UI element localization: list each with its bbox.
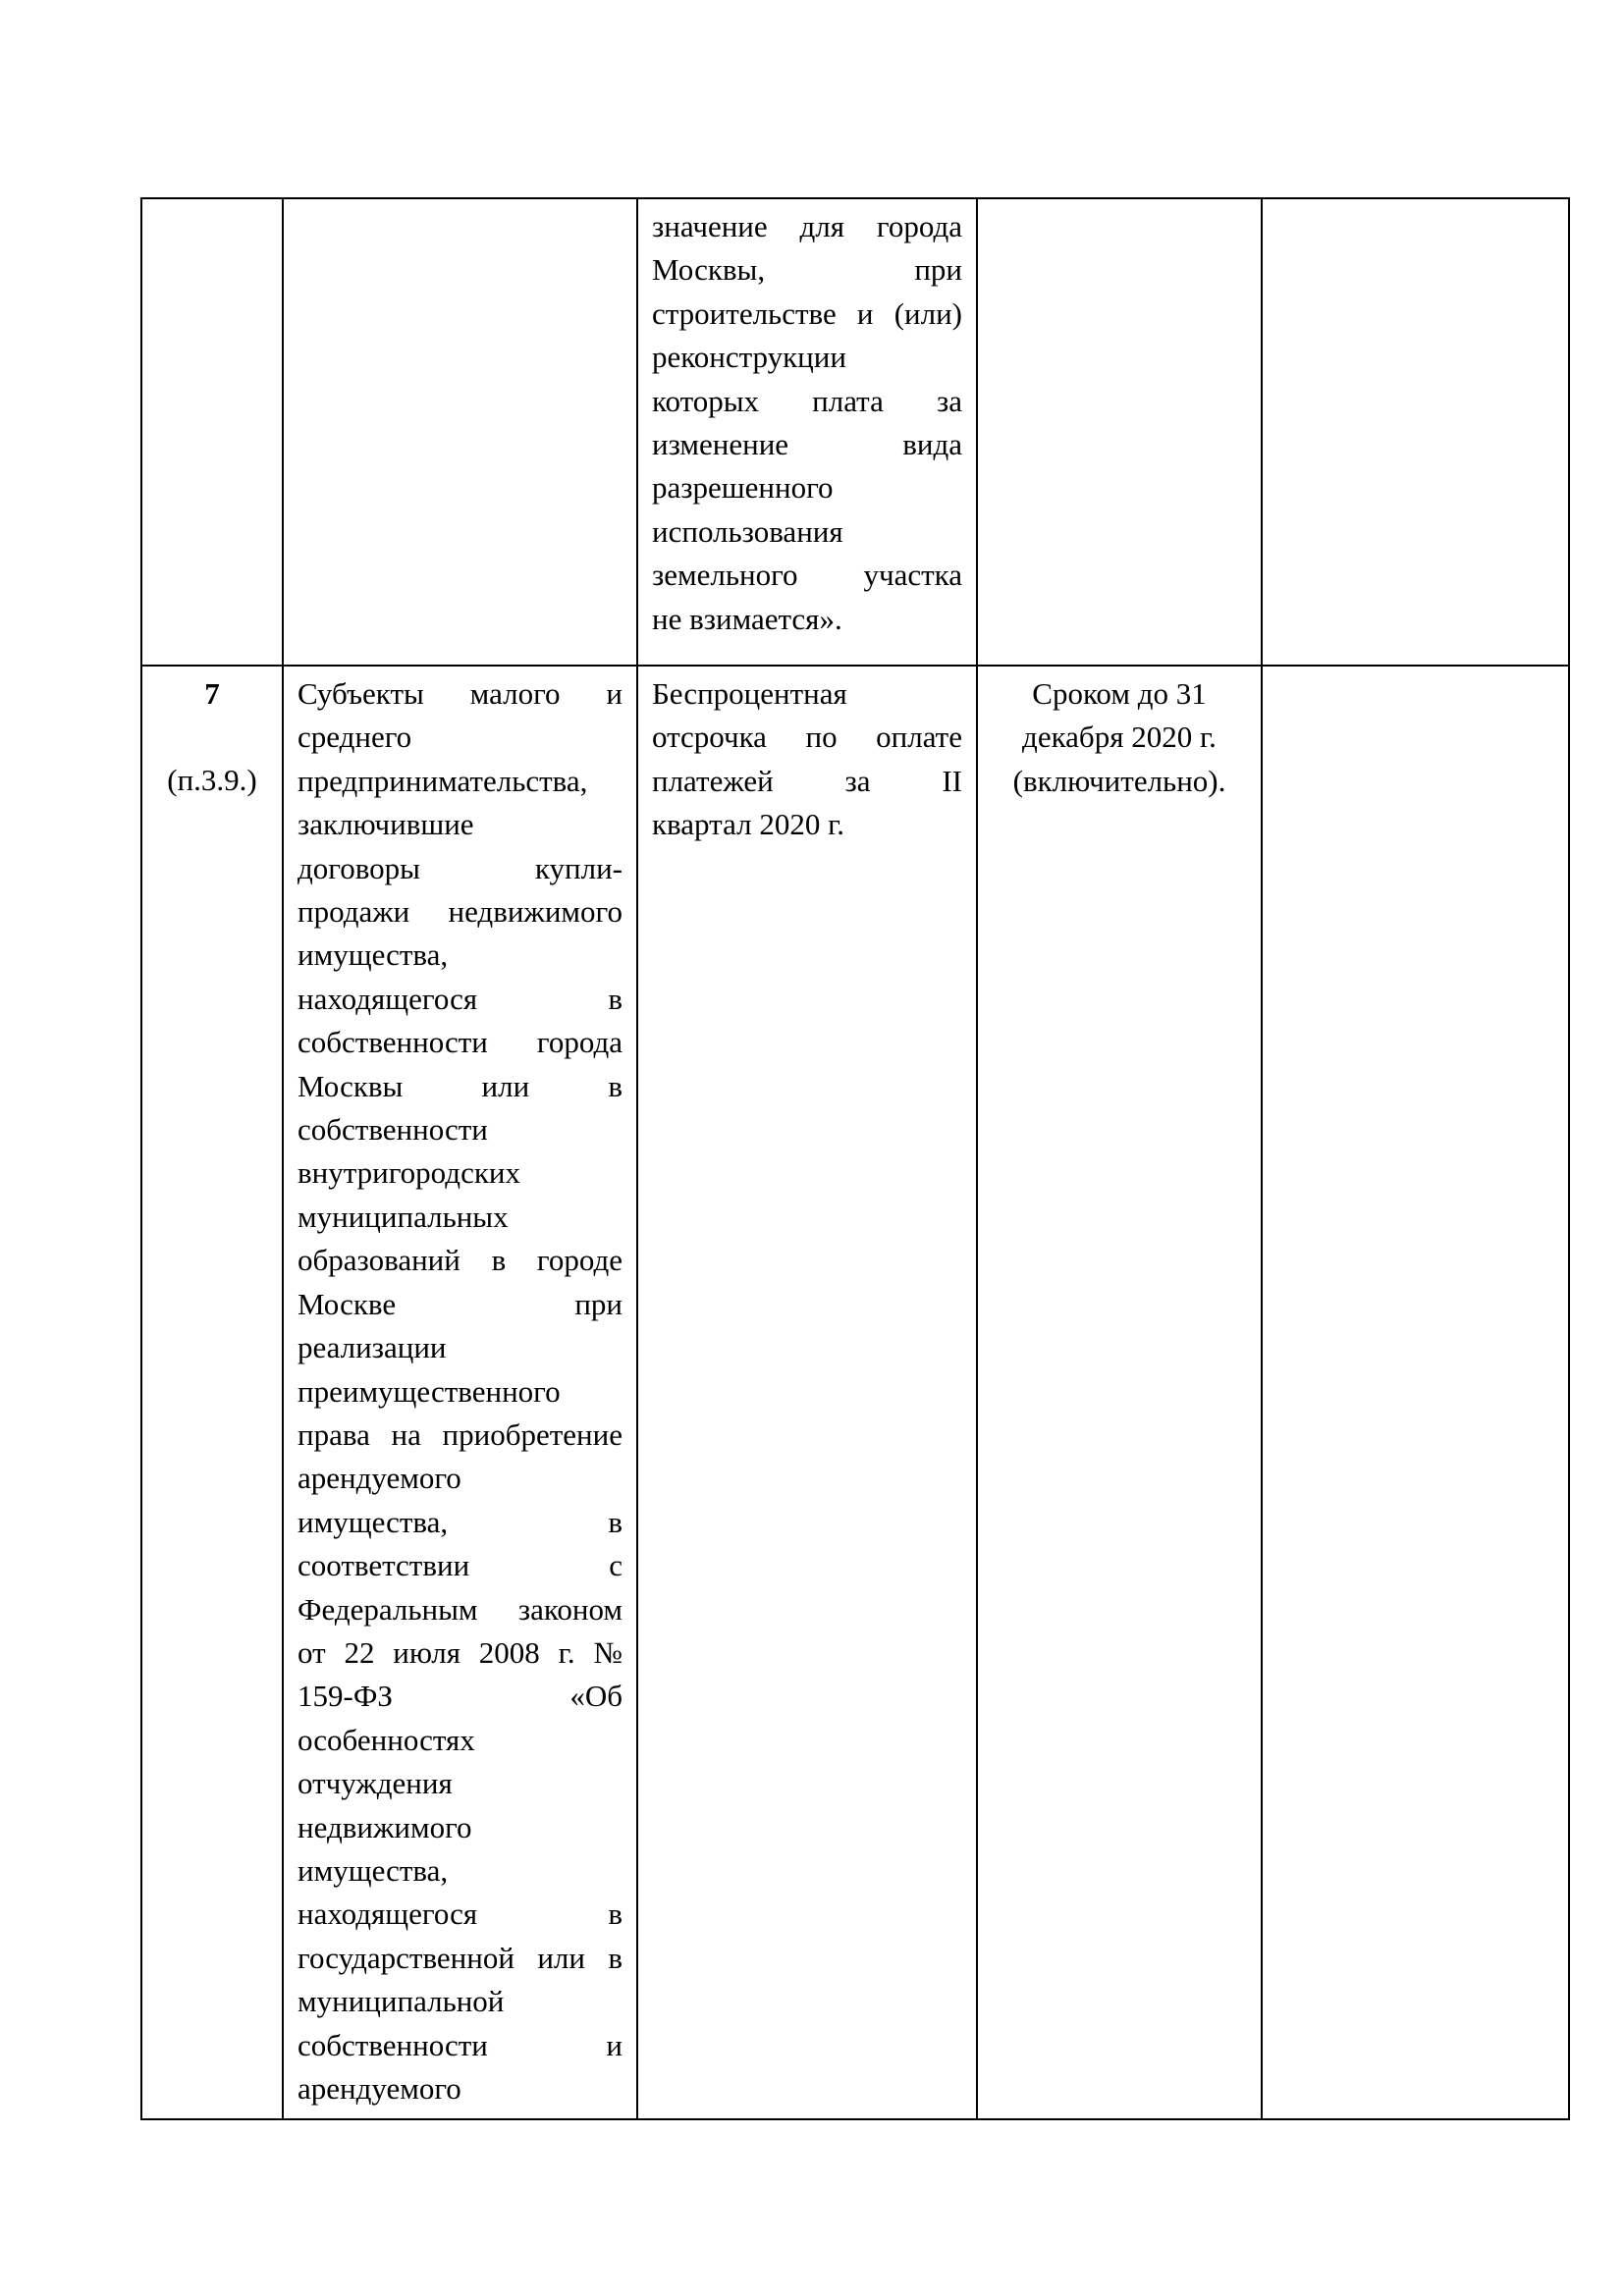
row2-term-cell [977,666,1262,2119]
row1-term-cell [977,198,1262,666]
text-line: собственности [298,1112,488,1148]
text-line: Субъекты малого и [298,676,623,711]
term-line: Сроком до 31 [1032,676,1207,711]
text-line: Москвы или в [298,1068,623,1103]
text-line: договоры купли- [298,850,623,885]
text-line: недвижимого [298,1809,472,1844]
text-line: внутригородских [298,1155,520,1191]
text-line: права на приобретение [298,1416,623,1452]
text-line: имущества, в [298,1504,623,1539]
text-line: изменение вида [652,427,962,462]
text-line: платежей за II [652,763,962,798]
row2-notes-cell [1262,666,1569,2119]
text-line: 159-ФЗ «Об [298,1679,623,1714]
text-line: собственности и [298,2027,623,2062]
text-line: находящегося в [298,1896,623,1932]
text-line: находящегося в [298,981,623,1016]
text-line: муниципальных [298,1199,509,1234]
row1-measure-text [652,205,962,641]
text-line: имущества, [298,937,449,973]
term-line: декабря 2020 г. [1022,720,1217,755]
text-line: использования [652,513,843,549]
text-line: имущества, [298,1852,449,1888]
text-line: Федеральным законом [298,1591,623,1627]
text-line: особенностях [298,1722,475,1757]
paragraph-reference: (п.3.9.) [167,763,257,798]
text-line: которых плата за [652,383,962,418]
row2-measure-cell [637,666,977,2119]
text-line: квартал 2020 г. [652,807,845,842]
text-line: Москве при [298,1286,623,1321]
text-line: строительстве и (или) [652,295,962,331]
text-line: предпринимательства, [298,763,588,798]
text-line: арендуемого [298,2071,461,2106]
text-line: собственности города [298,1025,623,1060]
text-line: соответствии с [298,1548,623,1583]
text-line: от 22 июля 2008 г. № [298,1634,623,1670]
text-line: земельного участка [652,558,962,593]
text-line: заключившие [298,807,474,842]
row1-notes-cell [1262,198,1569,666]
text-line: не взимается». [652,601,842,636]
text-line: продажи недвижимого [298,894,623,930]
row2-subjects-cell [283,666,637,2119]
table-row [141,198,1569,666]
text-line: отчуждения [298,1766,453,1801]
text-line: среднего [298,720,412,755]
text-line: реконструкции [652,340,846,375]
row-number: 7 [204,676,220,711]
row2-subjects-text [298,672,623,2110]
text-line: значение для города [652,209,962,243]
text-line: государственной или в [298,1940,623,1975]
document-table [140,197,1570,2120]
row1-measure-cell [637,198,977,666]
text-line: отсрочка по оплате [652,720,962,755]
term-line: (включительно). [1012,763,1226,798]
text-line: Москвы, при [652,252,962,288]
row1-subjects-cell [283,198,637,666]
row2-number-cell [141,666,283,2119]
text-line: образований в городе [298,1243,623,1278]
text-line: арендуемого [298,1461,461,1496]
row1-number-cell [141,198,283,666]
text-line: муниципальной [298,1984,505,2019]
text-line: реализации [298,1330,447,1365]
text-line: преимущественного [298,1373,561,1409]
text-line: разрешенного [652,470,834,506]
table-row [141,666,1569,2119]
text-line: Беспроцентная [652,676,847,711]
row2-measure-text [652,672,962,847]
